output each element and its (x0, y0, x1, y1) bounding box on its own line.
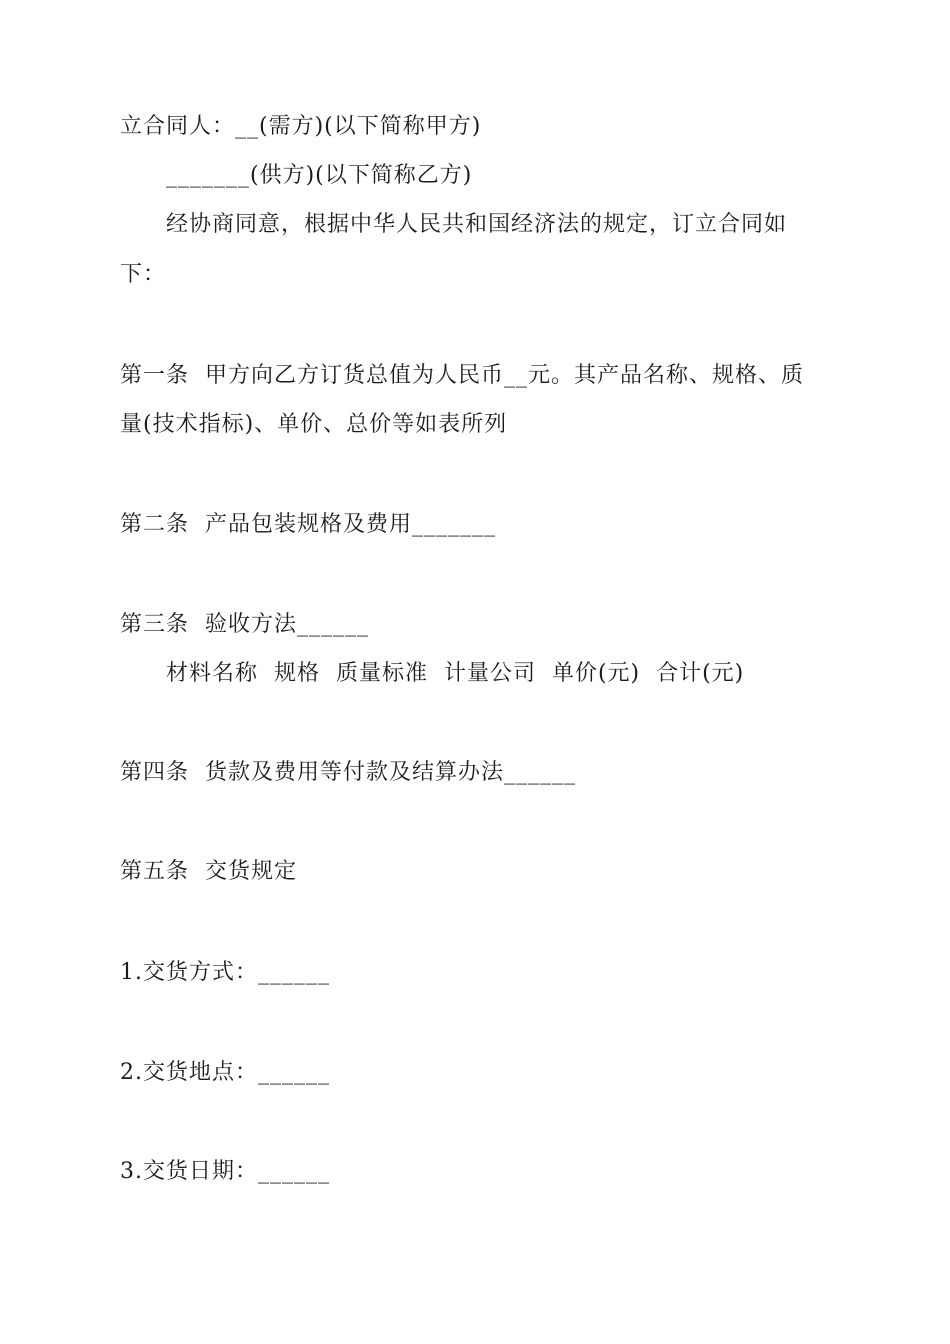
delivery-date: 3.交货日期：______ (120, 1159, 330, 1184)
article-2: 第二条 产品包装规格及费用_______ (120, 512, 496, 537)
materials-table-header: 材料名称 规格 质量标准 计量公司 单价(元) 合计(元) (166, 661, 745, 686)
preamble-line-2: 下： (120, 262, 167, 287)
delivery-method: 1.交货方式：______ (120, 960, 330, 985)
article-1-line-1: 第一条 甲方向乙方订货总值为人民币__元。其产品名称、规格、质 (120, 363, 804, 388)
article-3: 第三条 验收方法______ (120, 612, 369, 637)
article-4: 第四条 货款及费用等付款及结算办法______ (120, 760, 576, 785)
party-b-line: _______(供方)(以下简称乙方) (166, 163, 473, 188)
preamble-line-1: 经协商同意，根据中华人民共和国经济法的规定，订立合同如 (166, 212, 788, 237)
party-a-line: 立合同人：__(需方)(以下简称甲方) (120, 114, 482, 139)
article-5: 第五条 交货规定 (120, 859, 297, 884)
article-1-line-2: 量(技术指标)、单价、总价等如表所列 (120, 412, 508, 437)
delivery-location: 2.交货地点：______ (120, 1060, 330, 1085)
